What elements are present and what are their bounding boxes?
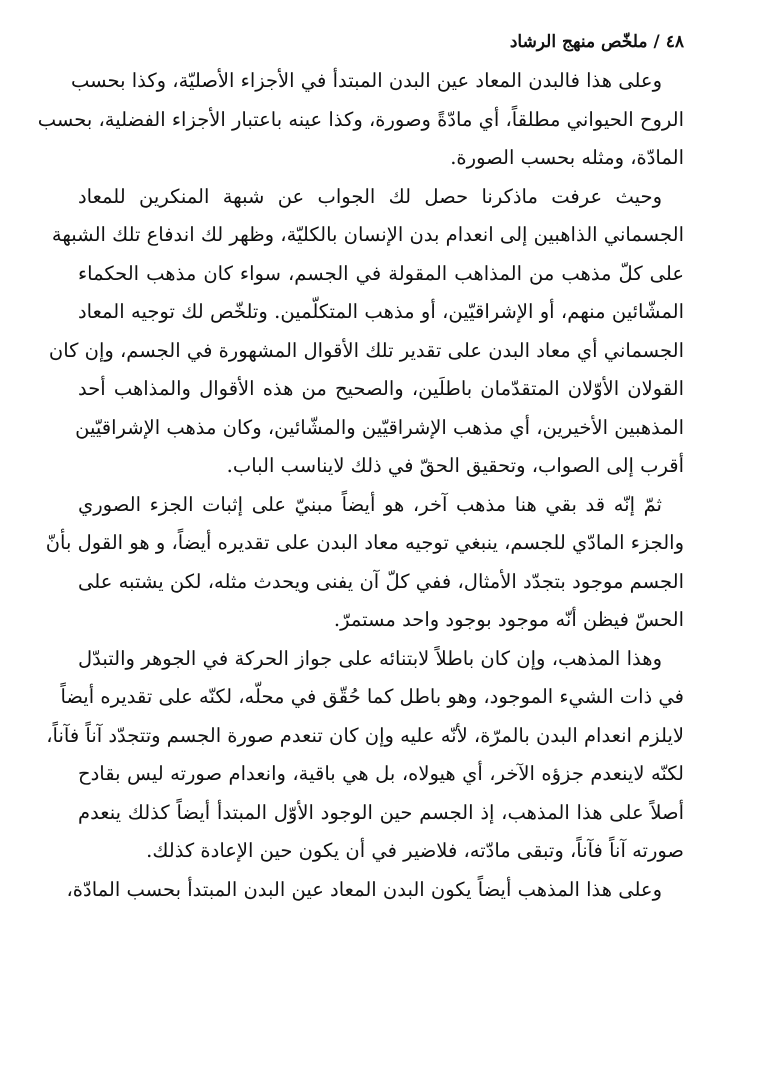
paragraph: [66, 871, 684, 910]
paragraph: [48, 178, 684, 486]
text-line: القولان الأوّلان المتقدّمان باطلَين، والصحيح من هذه الأقوال والمذاهب أحد: [78, 377, 684, 400]
text-line: في ذات الشيء الموجود، وهو باطل كما حُقّق في محلّه، لكنّه على تقديره أيضاً: [60, 685, 684, 708]
page-number: ٤٨: [665, 32, 684, 52]
paragraph: [46, 640, 684, 871]
text-line: المادّة، ومثله بحسب الصورة.: [450, 146, 684, 169]
text-line: الحسّ فيظن أنّه موجود بوجود واحد مستمرّ.: [333, 608, 684, 631]
text-line: وهذا المذهب، وإن كان باطلاً لابتنائه على جواز الحركة في الجوهر والتبدّل: [78, 646, 662, 670]
text-line: أصلاً على هذا المذهب، إذ الجسم حين الوجود الأوّل المبتدأ أيضاً كذلك ينعدم: [78, 800, 684, 824]
text-line: وحيث عرفت ماذكرنا حصل لك الجواب عن شبهة المنكرين للمعاد: [78, 184, 662, 208]
text-line: لايلزم انعدام البدن بالمرّة، لأنّه عليه وإن كان تنعدم صورة الجسم وتتجدّد آناً فآناً،: [46, 723, 684, 747]
text-line: المشّائين منهم، أو الإشراقيّين، أو مذهب المتكلّمين. وتلخّص لك توجيه المعاد: [78, 300, 684, 323]
paragraph: [37, 62, 684, 178]
body-text: [37, 62, 684, 909]
text-line: لكنّه لاينعدم جزؤه الآخر، أي هيولاه، بل هي باقية، وانعدام صورته ليس بقادح: [78, 762, 684, 785]
text-line: الجسم موجود بتجدّد الأمثال، ففي كلّ آن يفنى ويحدث مثله، لكن يشتبه على: [78, 569, 684, 593]
book-title: ملخّص منهج الرشاد: [509, 32, 648, 52]
text-line: أقرب إلى الصواب، وتحقيق الحقّ في ذلك لايناسب الباب.: [226, 454, 684, 477]
text-line: والجزء المادّي للجسم، ينبغي توجيه معاد البدن على تقديره أيضاً، و هو القول بأنّ: [45, 531, 684, 554]
page-header: [78, 30, 684, 54]
text-line: على كلّ مذهب من المذاهب المقولة في الجسم، سواء كان مذهب الحكماء: [78, 261, 684, 285]
text-line: ثمّ إنّه قد بقي هنا مذهب آخر، هو أيضاً مبنيّ على إثبات الجزء الصوري: [78, 492, 662, 516]
text-line: وعلى هذا فالبدن المعاد عين البدن المبتدأ في الأجزاء الأصليّة، وكذا بحسب: [70, 69, 662, 92]
header-separator: /: [653, 32, 660, 52]
text-line: المذهبين الأخيرين، أي مذهب الإشراقيّين والمشّائين، وكان مذهب الإشراقيّين: [75, 415, 684, 439]
text-line: وعلى هذا المذهب أيضاً يكون البدن المعاد عين البدن المبتدأ بحسب المادّة،: [66, 877, 662, 901]
text-line: الجسماني الذاهبين إلى انعدام بدن الإنسان بالكليّة، وظهر لك اندفاع تلك الشبهة: [51, 223, 684, 246]
text-line: الروح الحيواني مطلقاً، أي مادّةً وصورة، وكذا عينه باعتبار الأجزاء الفضلية، بحسب: [37, 107, 684, 131]
text-line: صورته آناً فآناً، وتبقى مادّته، فلاضير في أن يكون حين الإعادة كذلك.: [146, 839, 684, 862]
text-line: الجسماني أي معاد البدن على تقدير تلك الأقوال المشهورة في الجسم، وإن كان: [48, 338, 684, 362]
paragraph: [45, 486, 684, 640]
